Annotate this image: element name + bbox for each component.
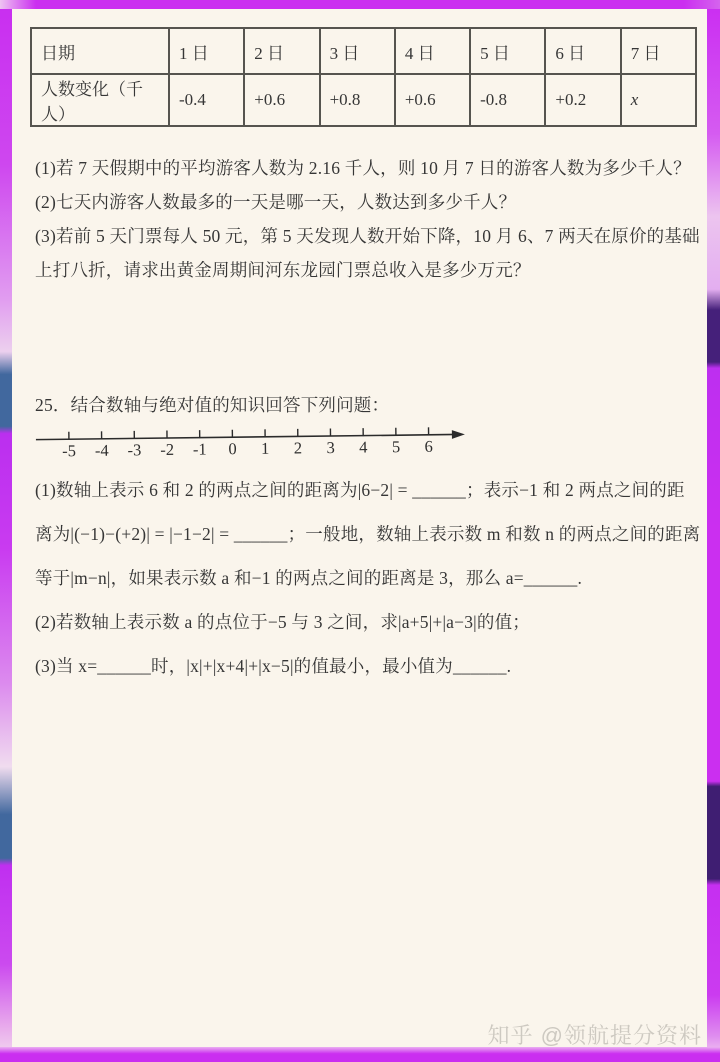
number-line-label: 0 bbox=[228, 439, 237, 459]
question-24-part3-line2: 上打八折，请求出黄金周期间河东龙园门票总收入是多少万元？ bbox=[35, 260, 531, 280]
table-cell-day2: 2 日 bbox=[244, 28, 319, 74]
table-cell-day1: 1 日 bbox=[169, 28, 244, 74]
question-25-part1-line2: 离为|(−1)−(+2)| = |−1−2| = ______；一般地，数轴上表示数 m 和数 n 的两点之间的距离 bbox=[35, 524, 701, 544]
frame-left-border bbox=[0, 9, 12, 1047]
number-line-label: -3 bbox=[127, 440, 142, 460]
number-line-label: 2 bbox=[293, 438, 303, 458]
visitor-change-table bbox=[30, 27, 697, 127]
question-25-title: 25．结合数轴与绝对值的知识回答下列问题： bbox=[35, 395, 390, 415]
table-header-row bbox=[31, 28, 696, 74]
question-25-part2: (2)若数轴上表示数 a 的点位于−5 与 3 之间，求|a+5|+|a−3|的值； bbox=[35, 612, 530, 632]
table-cell-value1: -0.4 bbox=[169, 74, 244, 126]
question-25-parts bbox=[35, 468, 700, 688]
question-24-part1: (1)若 7 天假期中的平均游客人数为 2.16 千人，则 10 月 7 日的游客人数为多少千人？ bbox=[35, 158, 691, 178]
number-line-label: -4 bbox=[94, 440, 109, 460]
table-cell-value2: +0.6 bbox=[244, 74, 319, 126]
table-cell-date-label: 日期 bbox=[31, 28, 169, 74]
table-cell-day3: 3 日 bbox=[320, 28, 395, 74]
table-cell-day4: 4 日 bbox=[395, 28, 470, 74]
frame-top-border bbox=[0, 0, 720, 9]
question-25-part1-line1: (1)数轴上表示 6 和 2 的两点之间的距离为|6−2| = ______；表示−1 和 2 两点之间的距 bbox=[35, 480, 685, 500]
table-data-row bbox=[31, 74, 696, 126]
question-24-parts bbox=[35, 151, 700, 287]
number-line-label: 1 bbox=[261, 438, 270, 458]
table-cell-change-label: 人数变化（千人） bbox=[31, 74, 169, 126]
number-line-label: -2 bbox=[160, 439, 175, 460]
table-cell-value7: x bbox=[621, 74, 696, 126]
table-cell-value3: +0.8 bbox=[320, 74, 395, 126]
question-25-part3: (3)当 x=______时，|x|+|x+4|+|x−5|的值最小，最小值为______. bbox=[35, 656, 512, 676]
frame-right-border bbox=[707, 9, 720, 1047]
table-cell-day7: 7 日 bbox=[621, 28, 696, 74]
table-cell-value5: -0.8 bbox=[470, 74, 545, 126]
table-cell-day6: 6 日 bbox=[545, 28, 620, 74]
table-cell-day5: 5 日 bbox=[470, 28, 545, 74]
number-line-label: 4 bbox=[359, 437, 368, 457]
number-line-arrow-icon bbox=[452, 430, 465, 439]
number-line-label: 5 bbox=[391, 437, 401, 457]
number-line-label: -5 bbox=[62, 441, 77, 461]
number-line-label: -1 bbox=[192, 439, 207, 459]
question-24-part2: (2)七天内游客人数最多的一天是哪一天，人数达到多少千人？ bbox=[35, 192, 517, 212]
question-25-part1-line3: 等于|m−n|，如果表示数 a 和−1 的两点之间的距离是 3，那么 a=______. bbox=[35, 568, 583, 588]
number-line-label: 6 bbox=[424, 436, 433, 456]
question-24-part3-line1: (3)若前 5 天门票每人 50 元，第 5 天发现人数开始下降，10 月 6、7 两天在原价的基础 bbox=[35, 226, 700, 246]
number-line-figure bbox=[32, 421, 468, 466]
number-line-label: 3 bbox=[326, 437, 335, 458]
table-cell-value6: +0.2 bbox=[545, 74, 620, 126]
watermark-text: 知乎 @领航提分资料 bbox=[487, 1023, 702, 1048]
table-cell-value4: +0.6 bbox=[395, 74, 470, 126]
